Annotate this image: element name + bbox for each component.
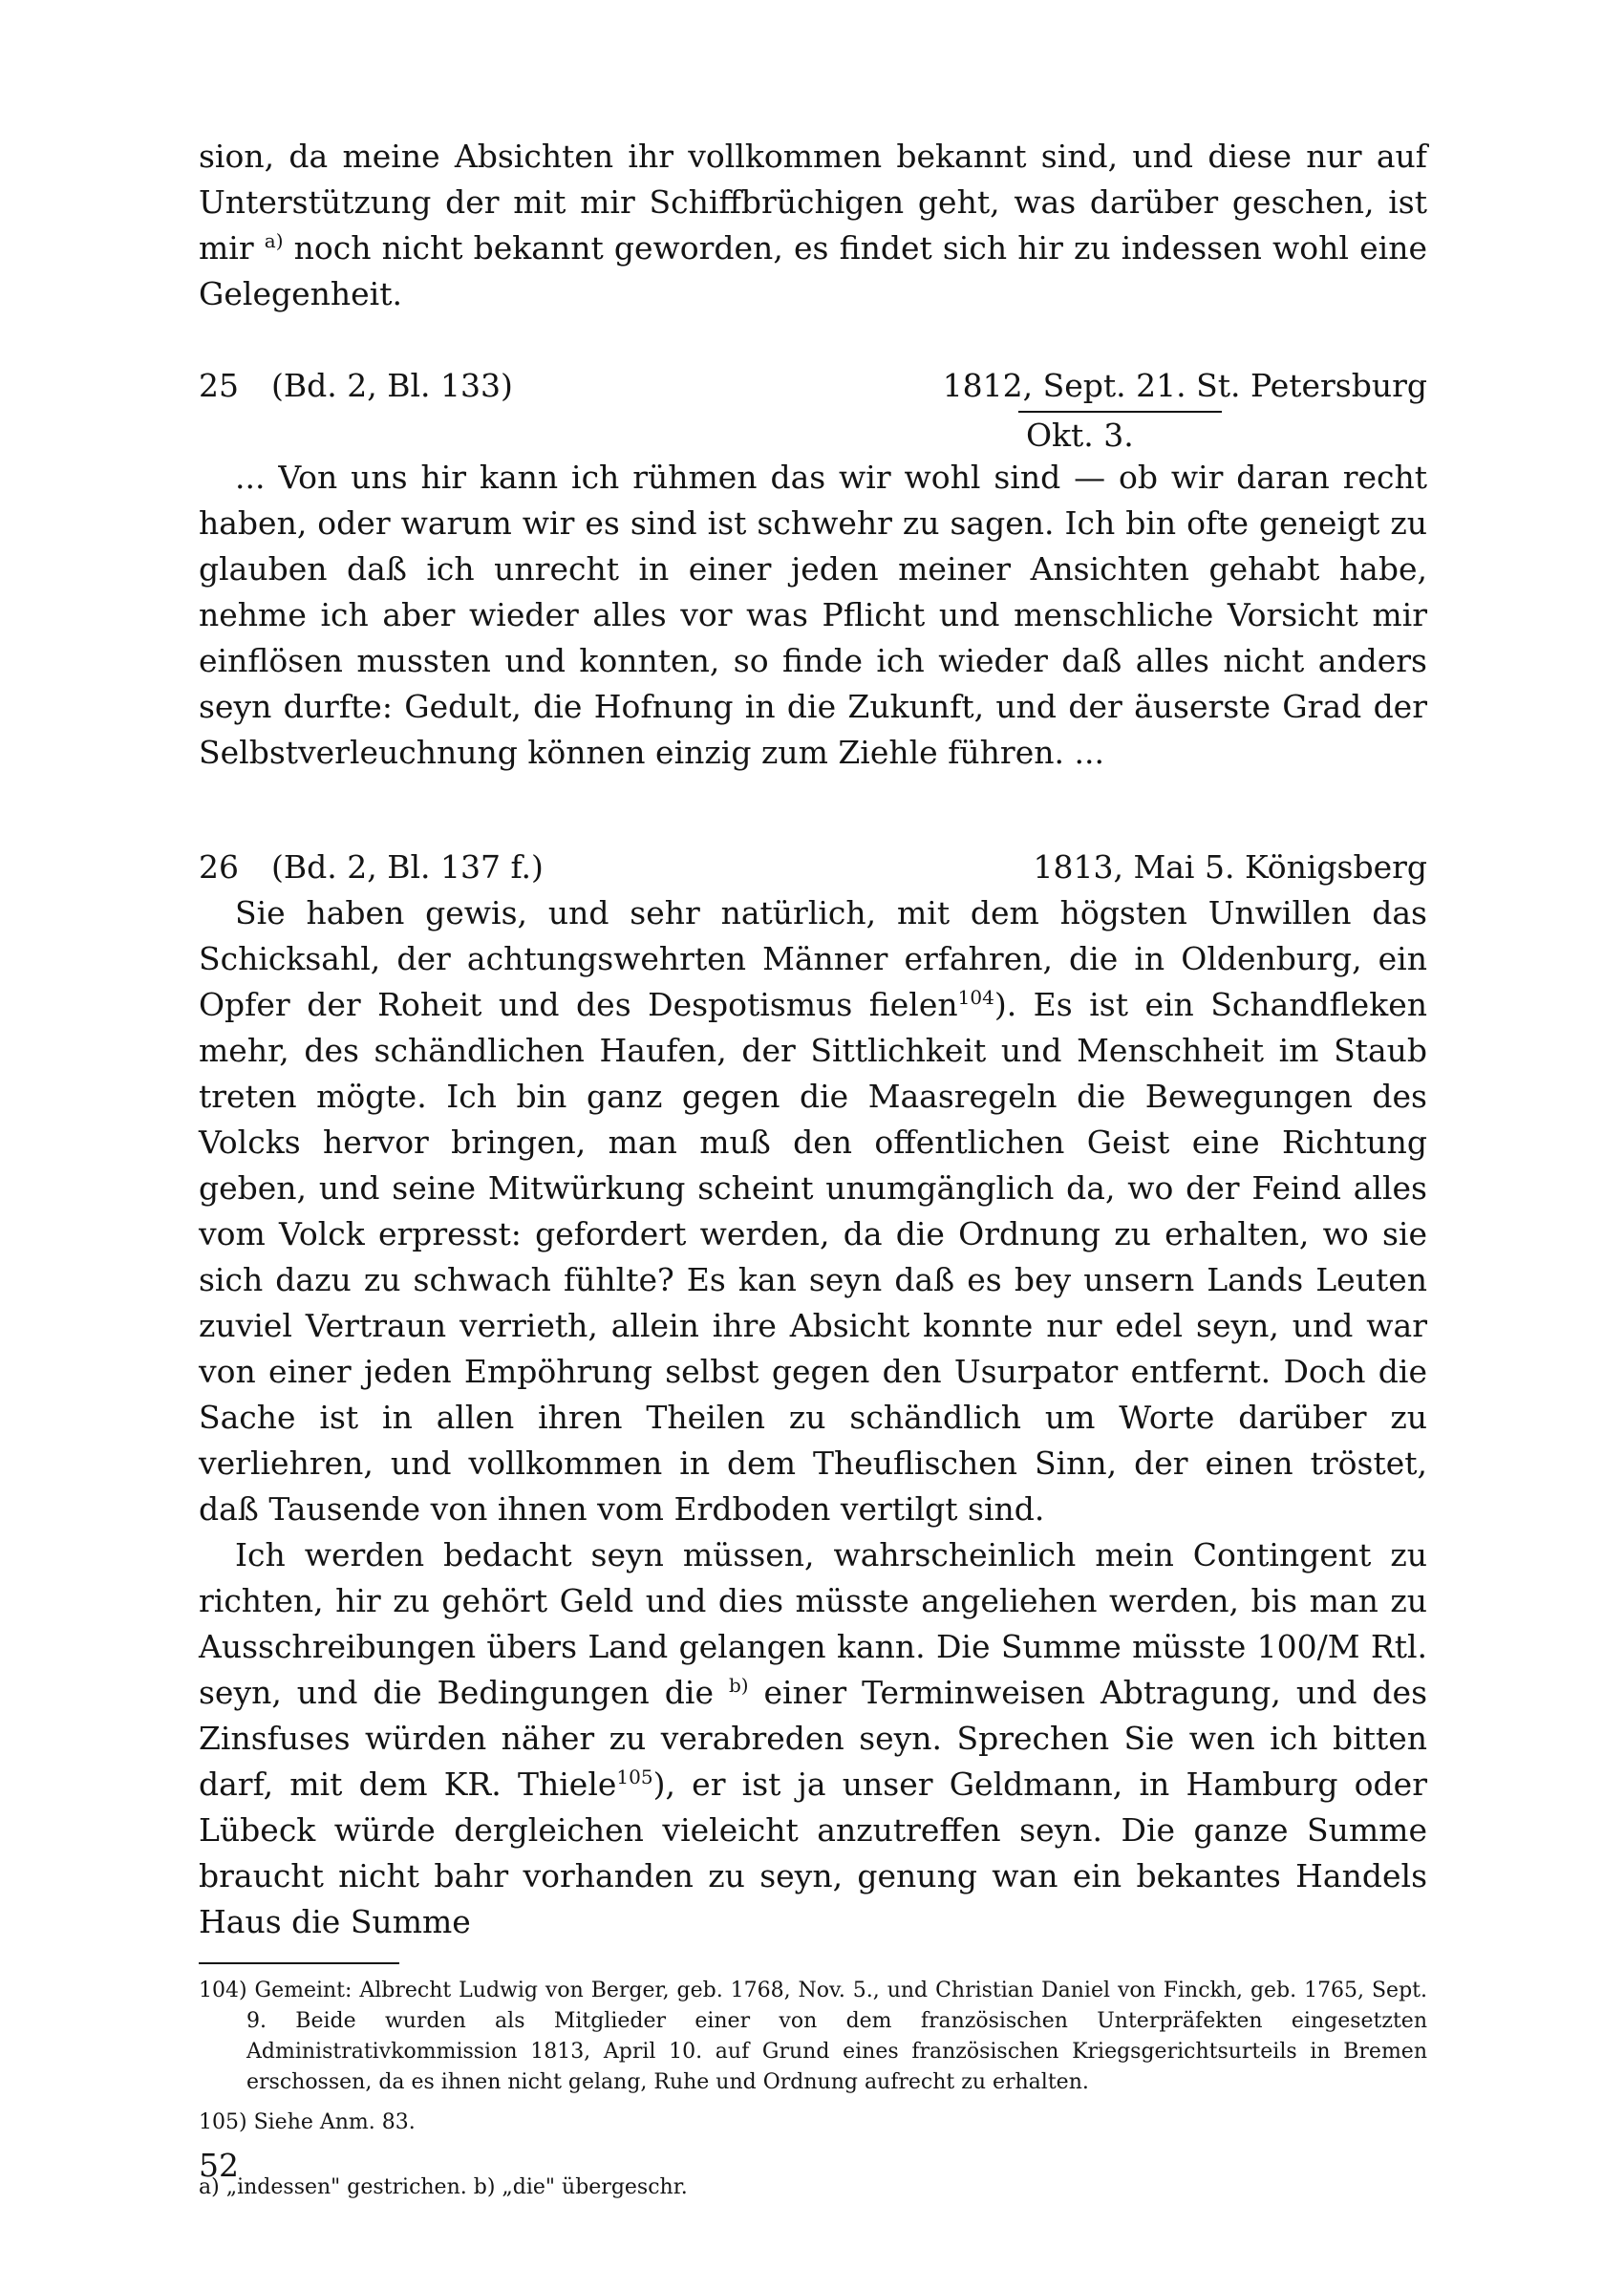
footnote-ref-104: 104 — [957, 986, 994, 1009]
paragraph-text: Sie haben gewis, und sehr natürlich, mit dem högsten Unwillen das Schicksahl, der achtungswehrten Männer erfahren, die in Oldenburg, ein Opfer der Roheit und des Despotismus fielen — [199, 894, 1427, 1023]
footnote-105: 105) Siehe Anm. 83. — [199, 2110, 416, 2134]
letter-25-heading — [199, 363, 1427, 409]
opening-text: sion, da meine Absichten ihr vollkommen bekannt sind, und diese nur auf Unterstützung der mit mir Schiffbrüchigen geht, was darüber geschen, ist mir — [199, 138, 1427, 267]
letter-reference: (Bd. 2, Bl. 137 f.) — [271, 848, 544, 886]
letter-25-text: ... Von uns hir kann ich rühmen das wir wohl sind — ob wir daran recht haben, oder warum wir es sind ist schwehr zu sagen. Ich bin ofte geneigt zu glauben daß ich unrecht in einer jeden meiner Ansichten gehabt habe, nehme ich aber wieder alles vor was Pflicht und menschliche Vorsicht mir einflösen mussten und konnten, so finde ich wieder daß alles nicht anders seyn durfte: Gedult, die Hofnung in die Zukunft, und der äuserste Grad der Selbstverleuchnung können einzig zum Ziehle führen. ... — [199, 459, 1427, 771]
footnote-ref-105: 105 — [616, 1766, 653, 1788]
letter-date-place: 1812, Sept. 21. St. Petersburg — [942, 367, 1427, 404]
critical-apparatus: a) „indessen" gestrichen. b) „die" übergeschr. — [199, 2175, 688, 2199]
letter-25-alternate-date — [199, 409, 1427, 455]
letter-26-paragraph-2 — [199, 1532, 1427, 1945]
alternate-date: Okt. 3. — [1026, 417, 1134, 454]
apparatus-marker-b: b) — [728, 1674, 749, 1697]
letter-26-paragraph-1 — [199, 890, 1427, 1532]
letter-number: 26 — [199, 848, 239, 886]
page-content — [199, 134, 1427, 2203]
paragraph-text-end: ), er ist ja unser Geldmann, in Hamburg oder Lübeck würde dergleichen vieleicht anzutreffen seyn. Die ganze Summe braucht nicht bahr vorhanden zu seyn, genung wan ein bekantes Handels Haus die Summe — [199, 1766, 1427, 1940]
letter-reference: (Bd. 2, Bl. 133) — [271, 367, 513, 404]
opening-text-continued: noch nicht bekannt geworden, es findet sich hir zu indessen wohl eine Gelegenheit. — [199, 229, 1427, 312]
footnote-separator — [199, 1962, 399, 1964]
letter-26-heading — [199, 845, 1427, 890]
letter-number: 25 — [199, 367, 239, 404]
footnote-104: 104) Gemeint: Albrecht Ludwig von Berger, geb. 1768, Nov. 5., und Christian Daniel von Finckh, geb. 1765, Sept. 9. Beide wurden als Mitglieder einer von dem französischen Unterpräfekten eingesetzten Administrativkommission 1813, April 10. auf Grund eines französischen Kriegsgerichtsurteils in Bremen erschossen, da es ihnen nicht gelang, Ruhe und Ordnung aufrecht zu erhalten. — [199, 1979, 1427, 2094]
apparatus-marker-a: a) — [264, 229, 284, 252]
paragraph-text-continued: ). Es ist ein Schandfleken mehr, des schändlichen Haufen, der Sittlichkeit und Menschheit im Staub treten mögte. Ich bin ganz gegen die Maasregeln die Bewegungen des Volcks hervor bringen, man muß den offentlichen Geist eine Richtung geben, und seine Mitwürkung scheint unumgänglich da, wo der Feind alles vom Volck erpresst: gefordert werden, da die Ordnung zu erhalten, wo sie sich dazu zu schwach fühlte? Es kan seyn daß es bey unsern Lands Leuten zuviel Vertraun verrieth, allein ihre Absicht konnte nur edel seyn, und war von einer jeden Empöhrung selbst gegen den Usurpator entfernt. Doch die Sache ist in allen ihren Theilen zu schändlich um Worte darüber zu verliehren, und vollkommen in dem Theuflischen Sinn, der einen tröstet, daß Tausende von ihnen vom Erdboden vertilgt sind. — [199, 986, 1427, 1528]
opening-paragraph — [199, 134, 1427, 317]
paragraph-text: Ich werden bedacht seyn müssen, wahrscheinlich mein Contingent zu richten, hir zu gehört Geld und dies müsste angeliehen werden, bis man zu Ausschreibungen übers Land gelangen kann. Die Summe müsste 100/M Rtl. seyn, und die Bedingungen die — [199, 1536, 1427, 1711]
paragraph-text-continued: einer Terminweisen Abtragung, und des Zinsfuses würden näher zu verabreden seyn. Sprechen Sie wen ich bitten darf, mit dem KR. Thiele — [199, 1674, 1427, 1803]
letter-date-place: 1813, Mai 5. Königsberg — [1033, 848, 1427, 886]
page-number: 52 — [199, 2147, 239, 2184]
